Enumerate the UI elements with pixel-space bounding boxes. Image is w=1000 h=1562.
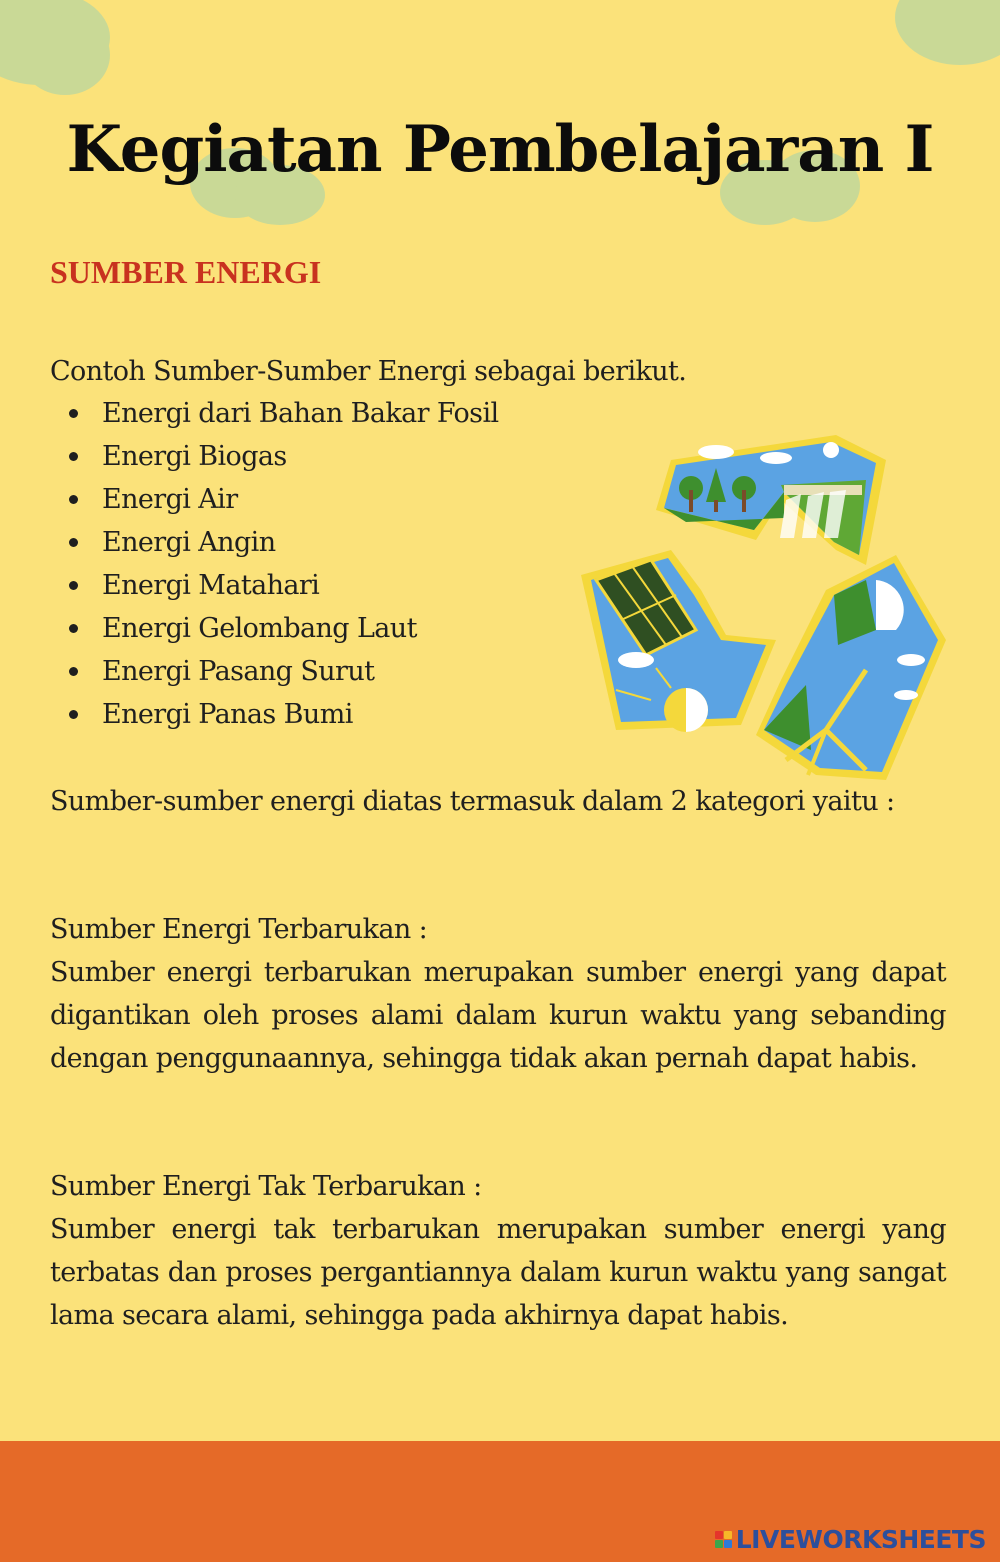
categories-intro-text: Sumber-sumber energi diatas termasuk dalam 2 kategori yaitu :: [50, 786, 895, 817]
list-item: Energi Pasang Surut: [50, 650, 499, 693]
landscape-hydro-segment-icon: [656, 435, 886, 565]
list-item: Energi Biogas: [50, 435, 499, 478]
cloud-decoration: [895, 0, 1000, 65]
list-item: Energi Panas Bumi: [50, 693, 499, 736]
renewable-heading: Sumber Energi Terbarukan :: [50, 914, 428, 945]
bullet-icon: [69, 667, 78, 676]
brand-name: LIVEWORKSHEETS: [735, 1525, 986, 1554]
liveworksheets-logo-icon: [715, 1531, 732, 1548]
intro-text: Contoh Sumber-Sumber Energi sebagai berikut.: [50, 356, 687, 387]
bullet-icon: [69, 624, 78, 633]
bullet-icon: [69, 452, 78, 461]
wind-segment-icon: [756, 555, 946, 780]
bullet-icon: [69, 581, 78, 590]
list-item: Energi Angin: [50, 521, 499, 564]
bullet-icon: [69, 710, 78, 719]
list-item: Energi Air: [50, 478, 499, 521]
cloud-decoration: [20, 15, 110, 95]
solar-segment-icon: [581, 550, 776, 732]
bullet-icon: [69, 538, 78, 547]
energy-source-list: [50, 392, 499, 736]
nonrenewable-description: Sumber energi tak terbarukan merupakan sumber energi yang terbatas dan proses pergantiannya dalam kurun waktu yang sangat lama secara alami, sehingga pada akhirnya dapat habis.: [50, 1214, 946, 1331]
nonrenewable-heading: Sumber Energi Tak Terbarukan :: [50, 1171, 482, 1202]
list-item: Energi Matahari: [50, 564, 499, 607]
footer-bar: [0, 1441, 1000, 1562]
bullet-icon: [69, 409, 78, 418]
renewable-description: Sumber energi terbarukan merupakan sumber energi yang dapat digantikan oleh proses alami dalam kurun waktu yang sebanding dengan penggunaannya, sehingga tidak akan pernah dapat habis.: [50, 957, 946, 1074]
recycle-energy-illustration: [576, 430, 956, 790]
bullet-icon: [69, 495, 78, 504]
page-title: Kegiatan Pembelajaran I: [66, 112, 934, 187]
section-subtitle: SUMBER ENERGI: [50, 254, 322, 290]
list-item: Energi dari Bahan Bakar Fosil: [50, 392, 499, 435]
liveworksheets-brand: [715, 1525, 986, 1554]
list-item: Energi Gelombang Laut: [50, 607, 499, 650]
